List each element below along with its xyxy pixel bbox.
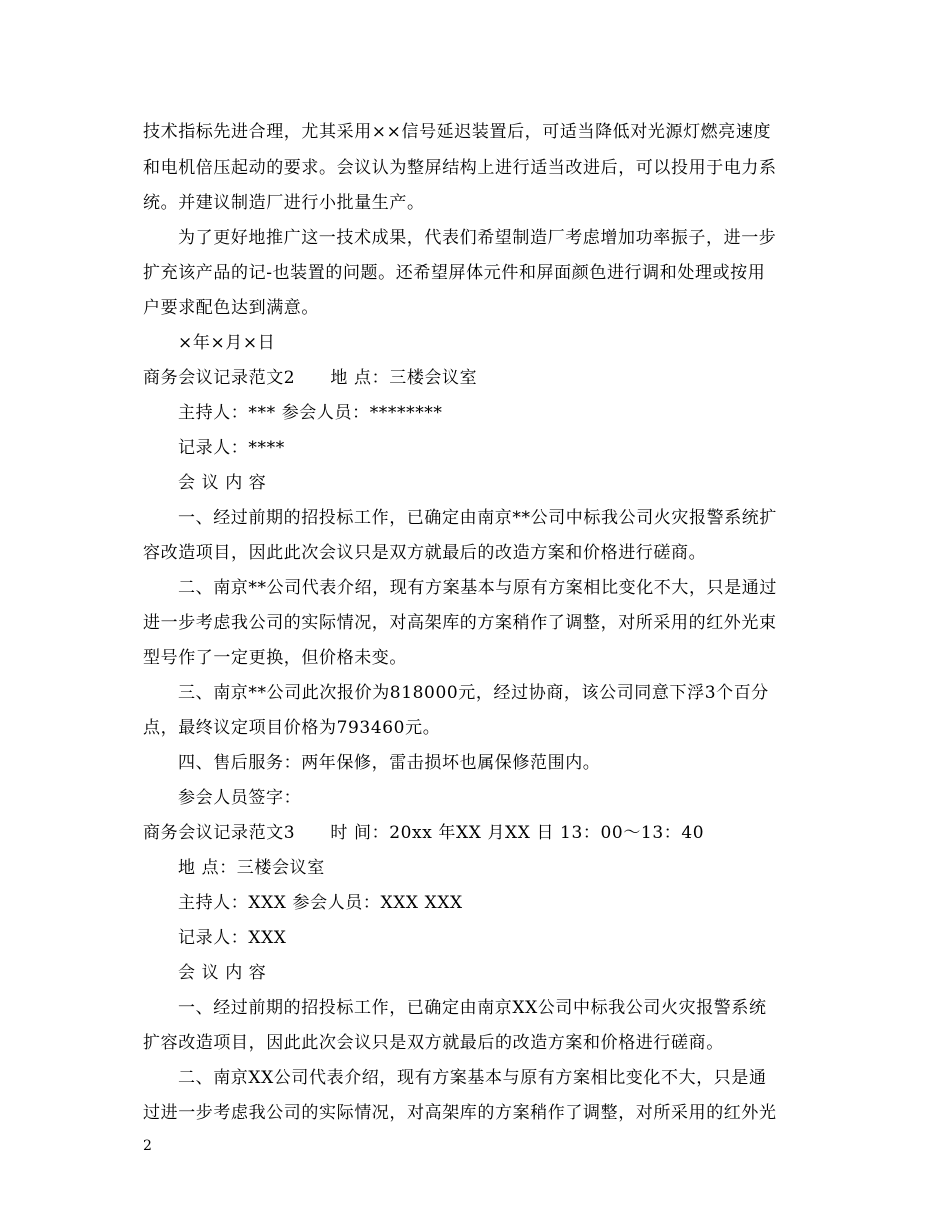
recorder-line: 记录人：****	[178, 438, 285, 458]
paragraph-line: 三、南京**公司此次报价为818000元，经过协商，该公司同意下浮3个百分	[178, 683, 769, 703]
paragraph-line: 二、南京**公司代表介绍，现有方案基本与原有方案相比变化不大，只是通过	[178, 578, 777, 598]
paragraph-line: 和电机倍压起动的要求。会议认为整屏结构上进行适当改进后，可以投用于电力系	[143, 158, 777, 178]
paragraph-line: 型号作了一定更换，但价格未变。	[143, 648, 407, 668]
signature-line: 参会人员签字：	[178, 788, 302, 808]
paragraph-line: 户要求配色达到满意。	[143, 298, 319, 318]
paragraph-line: 四、售后服务：两年保修，雷击损坏也属保修范围内。	[178, 753, 601, 773]
host-attendees-line: 主持人：XXX 参会人员：XXX XXX	[178, 893, 463, 913]
recorder-line: 记录人：XXX	[178, 928, 287, 948]
date-line: ×年×月×日	[178, 333, 276, 353]
paragraph-line: 统。并建议制造厂进行小批量生产。	[143, 193, 425, 213]
meeting-content-heading: 会 议 内 容	[178, 473, 267, 493]
paragraph-line: 过进一步考虑我公司的实际情况，对高架库的方案稍作了调整，对所采用的红外光	[143, 1103, 777, 1123]
paragraph-line: 二、南京XX公司代表介绍，现有方案基本与原有方案相比变化不大，只是通	[178, 1068, 767, 1088]
page-number: 2	[143, 1138, 152, 1154]
paragraph-line: 容改造项目，因此此次会议只是双方就最后的改造方案和价格进行磋商。	[143, 543, 707, 563]
paragraph-line: 扩容改造项目，因此此次会议只是双方就最后的改造方案和价格进行磋商。	[143, 1033, 724, 1053]
location-line: 地 点：三楼会议室	[178, 858, 325, 878]
paragraph-line: 扩充该产品的记-也装置的问题。还希望屏体元件和屏面颜色进行调和处理或按用	[143, 263, 766, 283]
paragraph-line: 进一步考虑我公司的实际情况，对高架库的方案稍作了调整，对所采用的红外光束	[143, 613, 777, 633]
paragraph-line: 技术指标先进合理，尤其采用××信号延迟装置后，可适当降低对光源灯燃亮速度	[143, 122, 772, 142]
section-heading: 商务会议记录范文2 地 点：三楼会议室	[143, 368, 478, 388]
paragraph-line: 点，最终议定项目价格为793460元。	[143, 718, 441, 738]
paragraph-line: 一、经过前期的招投标工作，已确定由南京XX公司中标我公司火灾报警系统	[178, 998, 767, 1018]
host-attendees-line: 主持人：*** 参会人员：********	[178, 403, 443, 423]
paragraph-line: 一、经过前期的招投标工作，已确定由南京**公司中标我公司火灾报警系统扩	[178, 508, 777, 528]
paragraph-line: 为了更好地推广这一技术成果，代表们希望制造厂考虑增加功率振子，进一步	[178, 228, 777, 248]
meeting-content-heading: 会 议 内 容	[178, 963, 267, 983]
section-heading: 商务会议记录范文3 时 间：20xx 年XX 月XX 日 13：00～13：40	[143, 823, 705, 843]
